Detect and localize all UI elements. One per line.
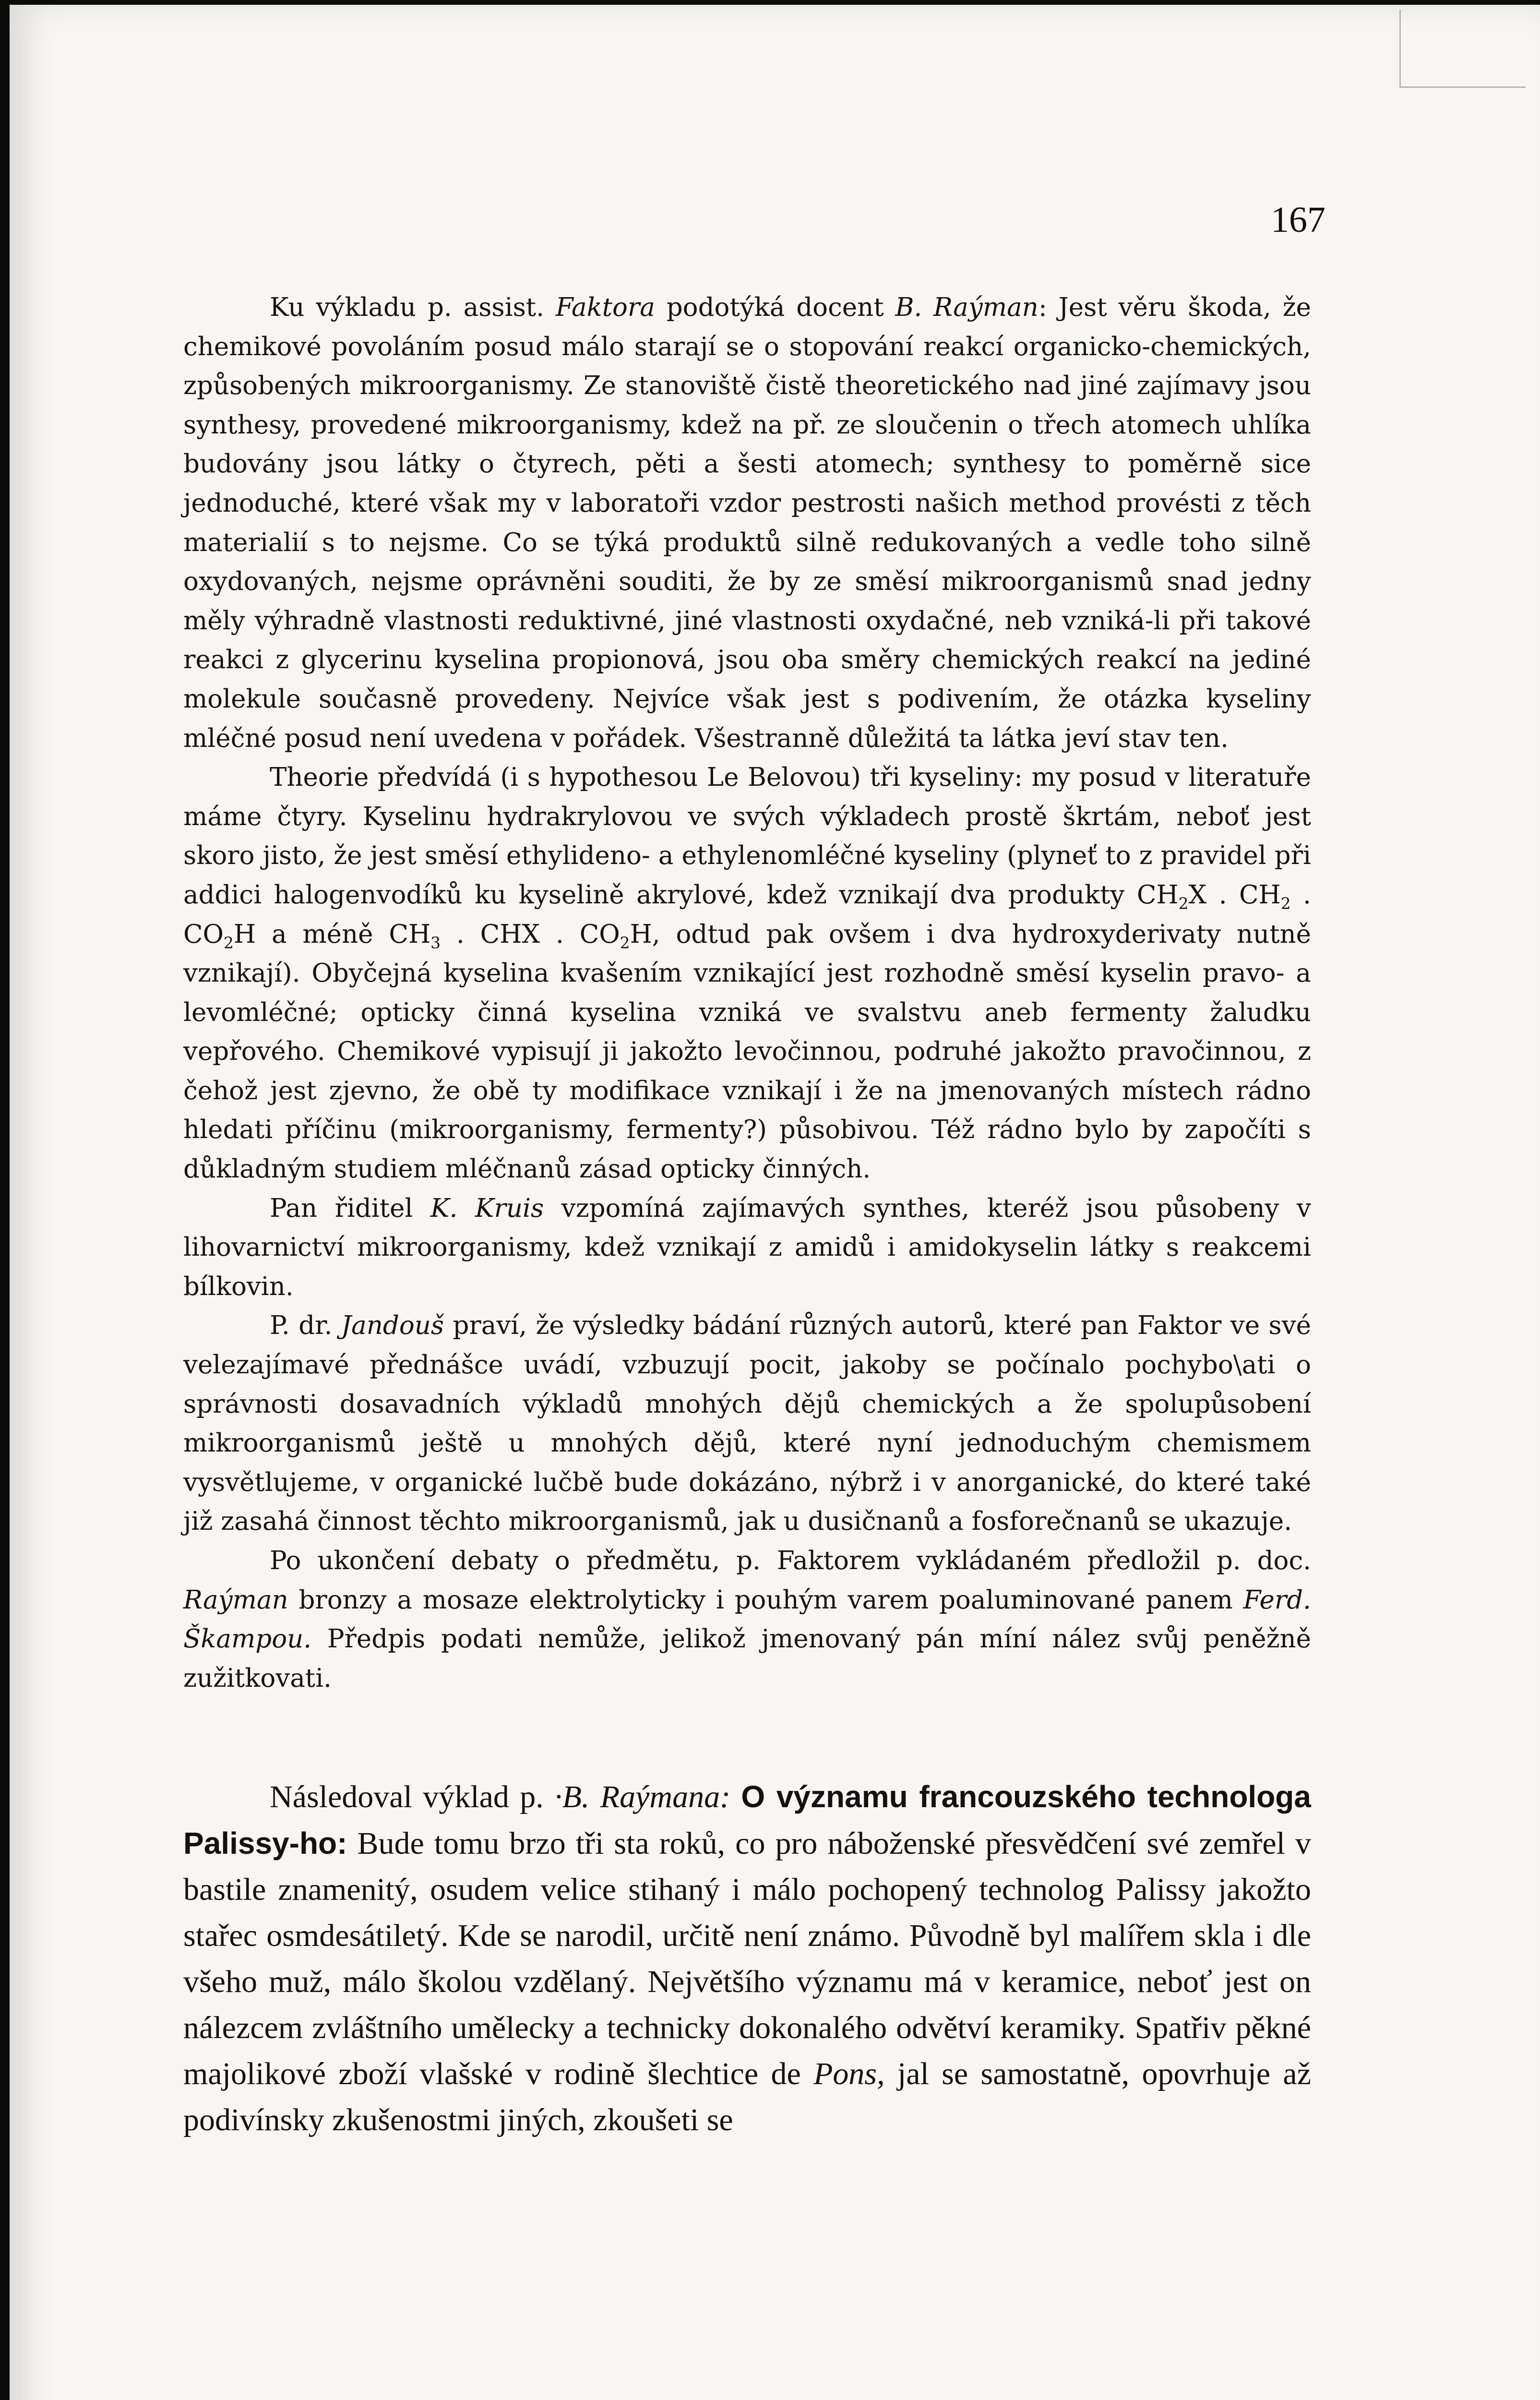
scanned-page <box>10 5 1540 2400</box>
paragraph-2: Theorie předvídá (i s hypothesou Le Belovou) tři kyseliny: my posud v literatuře máme čtyry. Kyselinu hydrakrylovou ve svých výkladech prostě škrtám, neboť jest skoro jisto, že jest směsí ethylideno- a ethylenomléčné kyseliny (plyneť to z pravidel při addici halogenvodíků ku kyselině akrylové, kdež vznikají dva produkty $CH_2X$ . $CH_2$ . $CO_2H$ a méně $CH_3$ . CHX . $CO_2H$, odtud pak ovšem i dva hydroxyderivaty nutně vznikají). Obyčejná kyselina kvašením vznikající jest rozhodně směsí kyselin pravo- a levomléčné; opticky činná kyselina vzniká ve svalstvu aneb fermenty žaludku vepřového. Chemikové vypisují ji jakožto levočinnou, podruhé jakožto pravočinnou, z čehož jest zjevno, že obě ty modifikace vznikají i že na jmenovaných místech rádno hledati příčinu (mikroorganismy, fermenty?) působivou. Též rádno bylo by započíti s důkladným studiem mléčnanů zásad opticky činných. <box>183 763 1311 1184</box>
lecture-title: O významu francouzského technologa Palissy-ho: <box>183 1779 1311 1860</box>
paragraph-4: P. dr. Jandouš praví, že výsledky bádání různých autorů, které pan Faktor ve své velezajímavé přednášce uvádí, vzbuzují pocit, jakoby se počínalo pochybo\ati o správnosti dosavadních výkladů mnohých dějů chemických a že spolupůsobení mikroorganismů ještě u mnohých dějů, které nyní jednoduchým chemismem vysvětlujeme, v organické lučbě bude dokázáno, nýbrž i v anorganické, do které také již zasahá činnost těchto mikroorganismů, jak u dusičnanů a fosforečnanů se ukazuje. <box>183 1311 1312 1536</box>
paragraph-5: Po ukončení debaty o předmětu, p. Faktorem vykládaném předložil p. doc. Raýman bronzy a mosaze elektrolyticky i pouhým varem poaluminované panem Ferd. Škampou. Předpis podati nemůže, jelikož jmenovaný pán míní nález svůj peněžně zužitkovati. <box>183 1546 1311 1693</box>
lecture-text <box>183 1774 1311 2143</box>
scan-edge-mark <box>1399 10 1526 88</box>
paragraph-3: Pan řiditel K. Kruis vzpomíná zajímavých synthes, kteréž jsou působeny v lihovarnictví mikroorganismy, kdež vznikají z amidů i amidokyselin látky s reakcemi bílkovin. <box>183 1193 1311 1301</box>
paragraph-1: Ku výkladu p. assist. Faktora podotýká docent B. Raýman: Jest věru škoda, že chemikové povoláním posud málo starají se o stopování reakcí organicko-chemických, způsobených mikroorganismy. Ze stanoviště čistě theoretického nad jiné zajímavy jsou synthesy, provedené mikroorganismy, kdež na př. ze sloučenin o třech atomech uhlíka budovány jsou látky o čtyrech, pěti a šesti atomech; synthesy to poměrně sice jednoduché, které však my v laboratoři vzdor pestrosti našich method provésti z těch materialií s to nejsme. Co se týká produktů silně redukovaných a vedle toho silně oxydovaných, nejsme oprávněni souditi, že by ze směsí mikroorganismů snad jedny měly výhradně vlastnosti reduktivné, jiné vlastnosti oxydačné, neb vzniká-li při takové reakci z glycerinu kyselina propionová, jsou oba směry chemických reakcí na jediné molekule současně provedeny. Nejvíce však jest s podivením, že otázka kyseliny mléčné posud není uvedena v pořádek. Všestranně důležitá ta látka jeví stav ten. <box>183 293 1311 753</box>
paragraph-6: Následoval výklad p. ·B. Raýmana: O významu francouzského technologa Palissy-ho: Bude tomu brzo tři sta roků, co pro náboženské přesvědčení své zemřel v bastile znamenitý, osudem velice stihaný i málo pochopený technolog Palissy jakožto stařec osmdesátiletý. Kde se narodil, určitě není známo. Původně byl malířem skla i dle všeho muž, málo školou vzdělaný. Největšího významu má v keramice, neboť jest on nálezcem zvláštního umělecky a technicky dokonalého odvětví keramiky. Spatřiv pěkné majolikové zboží vlašské v rodině šlechtice de Pons, jal se samostatně, opovrhuje až podivínsky zkušenostmi jiných, zkoušeti se <box>183 1779 1311 2137</box>
discussion-text <box>183 288 1311 1698</box>
page-number: 167 <box>1271 200 1325 240</box>
